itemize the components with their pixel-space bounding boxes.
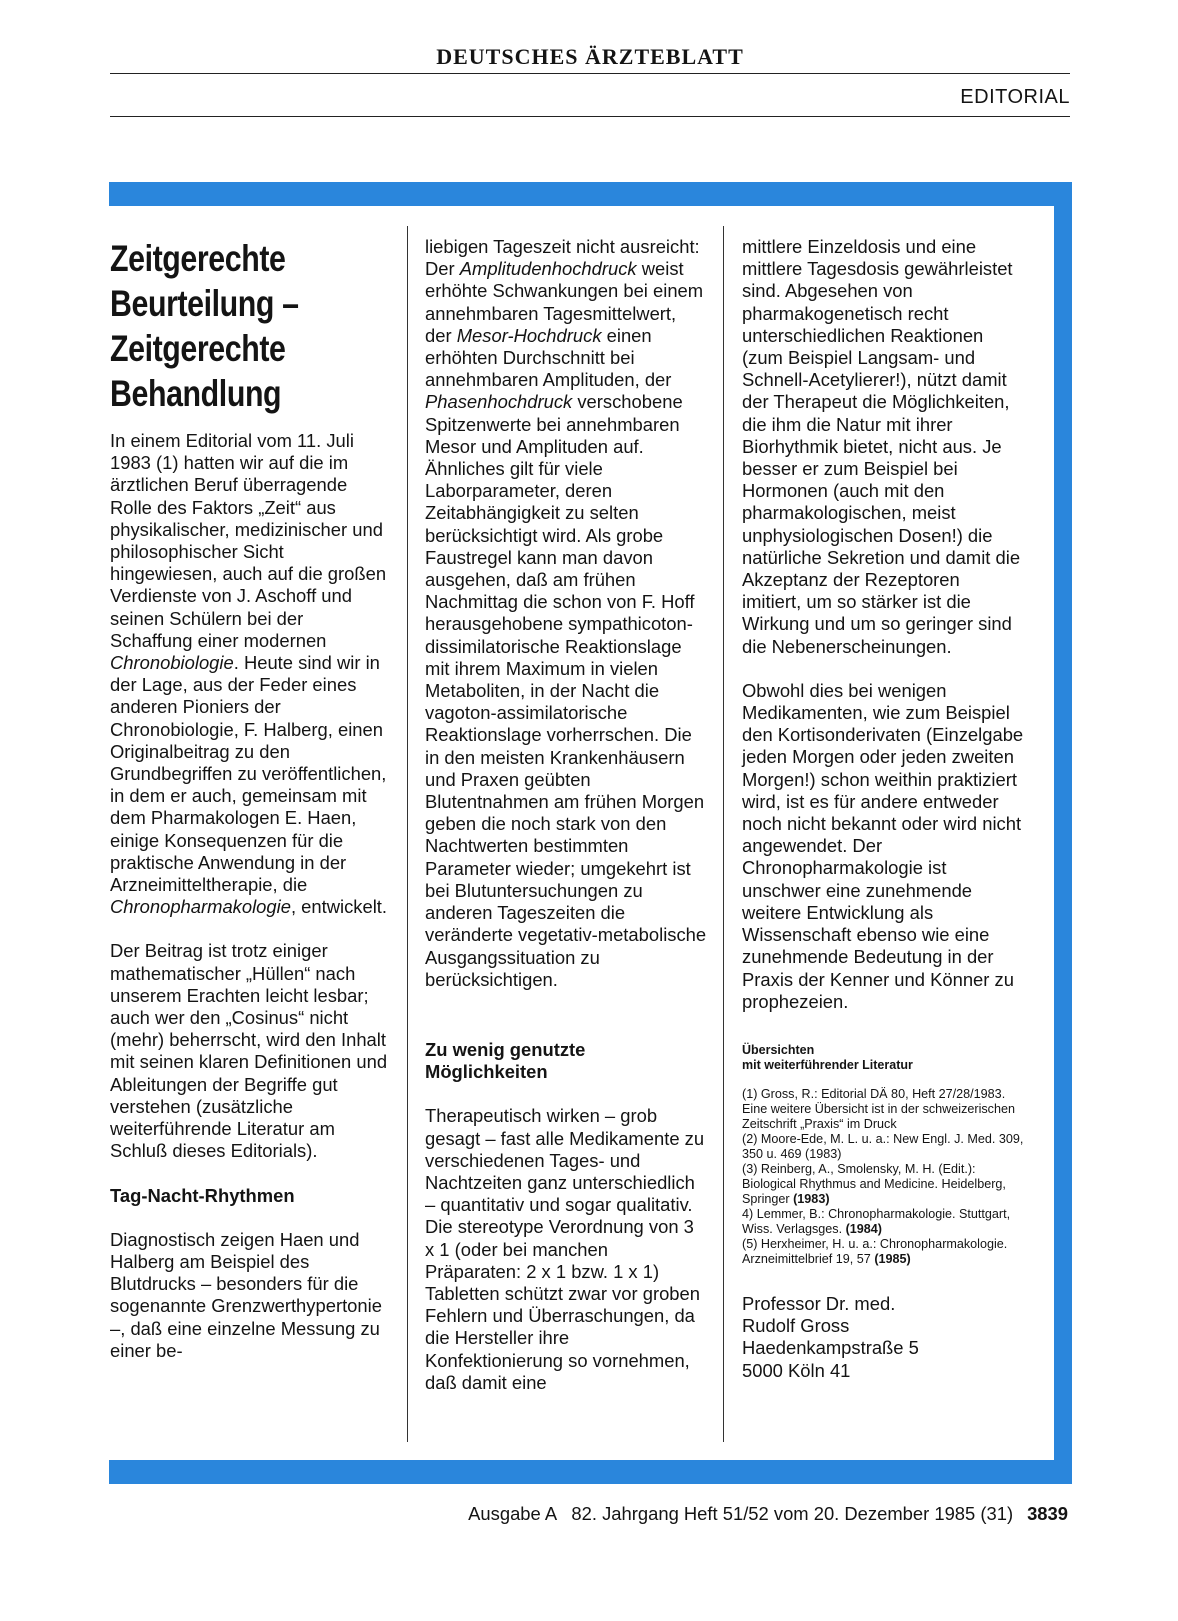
paragraph: Der Beitrag ist trotz einiger mathematischer „Hüllen“ nach unserem Erachten leicht lesbar; auch wer den „Cosinus“ nicht (mehr) beherrscht, wird den Inhalt mit seinen klaren Definitionen und Ableitungen der Begriffe gut verstehen (zusätzliche weiterführende Literatur am Schluß dieses Editorials). xyxy=(110,940,388,1162)
masthead: DEUTSCHES ÄRZTEBLATT xyxy=(436,44,744,69)
section-rule xyxy=(110,116,1070,117)
issue-info: Ausgabe A 82. Jahrgang Heft 51/52 vom 20. Dezember 1985 (31) xyxy=(468,1503,1014,1524)
section-label: EDITORIAL xyxy=(960,86,1070,108)
paragraph: Diagnostisch zeigen Haen und Halberg am Beispiel des Blutdrucks – besonders für die sogenannte Grenzwerthypertonie –, daß eine einzelne Messung zu einer be- xyxy=(110,1228,382,1361)
column-divider-1 xyxy=(407,226,408,1442)
subheading: Tag-Nacht-Rhythmen xyxy=(110,1184,295,1206)
column-divider-2 xyxy=(723,226,724,1442)
paragraph: Therapeutisch wirken – grob gesagt – fast alle Medikamente zu verschiedenen Tages- und Nachtzeiten ganz unterschiedlich – quantitativ und sogar qualitativ. Die stereotype Verordnung von 3 x 1 (oder bei manchen Präparaten: 2 x 1 bzw. 1 x 1) Tabletten schützt zwar vor groben Fehlern und Überraschungen, da die Hersteller ihre Konfektionierung so vornehmen, daß damit eine xyxy=(425,1105,705,1393)
paragraph: Obwohl dies bei wenigen Medikamenten, wie zum Beispiel den Kortisonderivaten (Einzelgabe jeden Morgen oder jeden zweiten Morgen!) schon weithin praktiziert wird, ist es für andere entweder noch nicht bekannt oder wird nicht angewendet. Der Chronopharmakologie ist unschwer eine zunehmende weitere Entwicklung als Wissenschaft ebenso wie eine zunehmende Bedeutung in der Praxis der Kenner und Könner zu prophezeien. xyxy=(742,679,1024,1012)
reference-item: 4) Lemmer, B.: Chronopharmakologie. Stuttgart, Wiss. Verlagsges. (1984) xyxy=(742,1206,1011,1236)
author-address: Professor Dr. med. Rudolf Gross Haedenkampstraße 5 5000 Köln 41 xyxy=(742,1292,919,1381)
references-heading: Übersichten mit weiterführender Literatur xyxy=(742,1042,913,1072)
paragraph: liebigen Tageszeit nicht ausreicht: Der Amplitudenhochdruck weist erhöhte Schwankungen bei einem annehmbaren Tagesmittelwert, der Mesor-Hochdruck einen erhöhten Durchschnitt bei annehmbaren Amplituden, der Phasenhochdruck verschobene Spitzenwerte bei annehmbaren Mesor und Amplituden auf. Ähnliches gilt für viele Laborparameter, deren Zeitabhängigkeit zu selten berücksichtigt wird. Als grobe Faustregel kann man davon ausgehen, daß am frühen Nachmittag die schon von F. Hoff herausgehobene sympathicoton-dissimilatorische Reaktionslage mit ihrem Maximum in vielen Metaboliten, in der Nacht die vagoton-assimilatorische Reaktionslage vorherrschen. Die in den meisten Krankenhäusern und Praxen geübten Blutentnahmen am frühen Morgen geben die noch stark von den Nachtwerten bestimmten Parameter wieder; umgekehrt ist bei Blutuntersuchungen zu anderen Tageszeiten die veränderte vegetativ-metabolische Ausgangssituation zu berücksichtigen. xyxy=(425,236,707,990)
reference-item: (1) Gross, R.: Editorial DÄ 80, Heft 27/28/1983. Eine weitere Übersicht ist in der schweizerischen Zeitschrift „Praxis“ im Druck xyxy=(742,1086,1015,1131)
article-column-2 xyxy=(425,236,707,1394)
reference-list xyxy=(742,1087,1024,1267)
reference-item: (2) Moore-Ede, M. L. u. a.: New Engl. J. Med. 309, 350 u. 469 (1983) xyxy=(742,1131,1024,1161)
reference-item: (5) Herxheimer, H. u. a.: Chronopharmakologie. Arzneimittelbrief 19, 57 (1985) xyxy=(742,1236,1008,1266)
paragraph: mittlere Einzeldosis und eine mittlere Tagesdosis gewährleistet sind. Abgesehen von pharmakogenetisch recht unterschiedlichen Reaktionen (zum Beispiel Langsam- und Schnell-Acetylierer!), nützt damit der Therapeut die Möglichkeiten, die ihm die Natur mit ihrer Biorhythmik bietet, nicht aus. Je besser er zum Beispiel bei Hormonen (auch mit den pharmakologischen, meist unphysiologischen Dosen!) die natürliche Sekretion und damit die Akzeptanz der Rezeptoren imitiert, um so stärker ist die Wirkung und um so geringer sind die Nebenerscheinungen. xyxy=(742,236,1021,657)
article-column-1 xyxy=(110,236,390,1362)
article-column-3 xyxy=(742,236,1024,1382)
page-footer xyxy=(468,1503,1068,1525)
page-number: 3839 xyxy=(1027,1503,1068,1524)
subheading: Zu wenig genutzte Möglichkeiten xyxy=(425,1038,586,1083)
reference-item: (3) Reinberg, A., Smolensky, M. H. (Edit.): Biological Rhythmus and Medicine. Heidelberg, Springer (1983) xyxy=(742,1161,1006,1206)
top-rule xyxy=(110,73,1070,74)
paragraph: In einem Editorial vom 11. Juli 1983 (1) hatten wir auf die im ärztlichen Beruf überragende Rolle des Faktors „Zeit“ aus physikalischer, medizinischer und philosophischer Sicht hingewiesen, auch auf die großen Verdienste von J. Aschoff und seinen Schülern bei der Schaffung einer modernen Chronobiologie. Heute sind wir in der Lage, aus der Feder eines anderen Pioniers der Chronobiologie, F. Halberg, einen Originalbeitrag zu den Grundbegriffen zu veröffentlichen, in dem er auch, gemeinsam mit dem Pharmakologen E. Haen, einige Konsequenzen für die praktische Anwendung in der Arzneimitteltherapie, die Chronopharmakologie, entwickelt. xyxy=(110,430,388,918)
headline: Zeitgerechte Beurteilung – Zeitgerechte Behandlung xyxy=(110,238,299,414)
